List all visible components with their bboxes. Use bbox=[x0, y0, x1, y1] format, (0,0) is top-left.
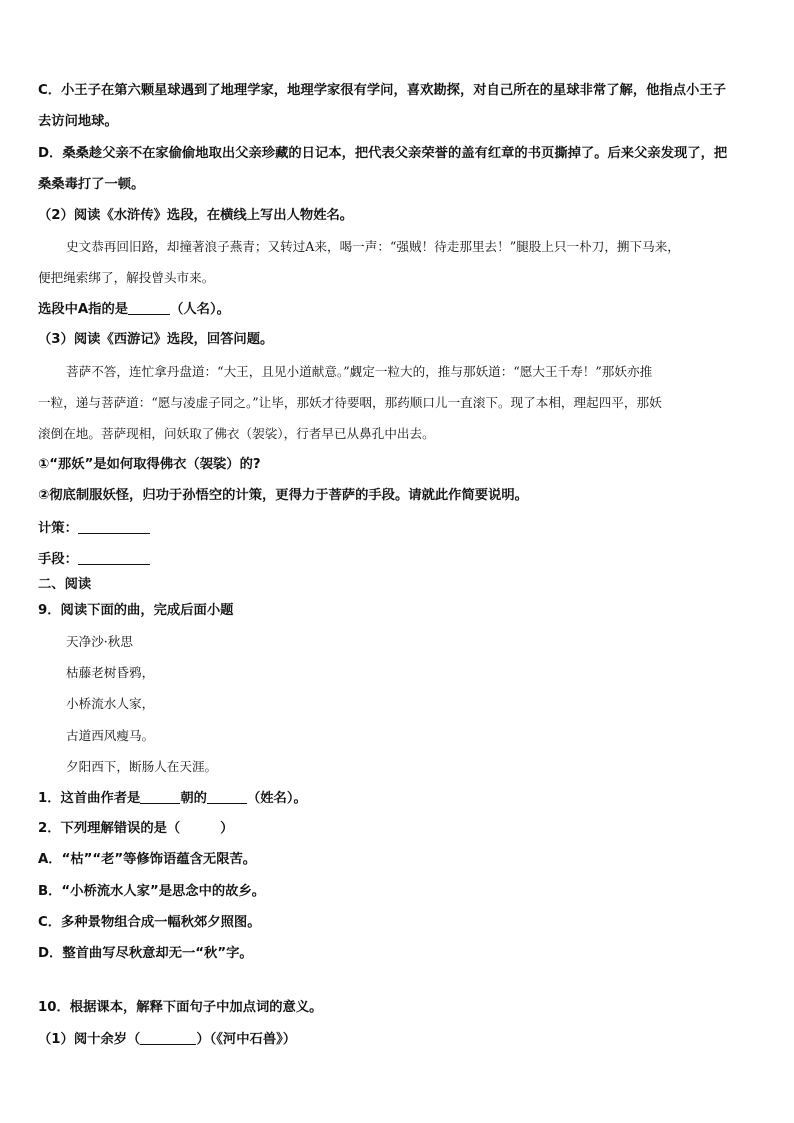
q8-part2-question-suffix: （人名）。 bbox=[170, 302, 230, 317]
xiyou-excerpt-line1: 菩萨不答，连忙拿丹盘道：“大王，且见小道献意。”觑定一粒大的，推与那妖道：“愿大王千寿！”那妖亦推 bbox=[66, 364, 653, 379]
q8-option-d-line1: D．桑桑趁父亲不在家偷偷地取出父亲珍藏的日记本，把代表父亲荣誉的盖有红章的书页撕掉了。后来父亲发现了，把 bbox=[38, 146, 728, 161]
jice-label: 计策： bbox=[38, 521, 78, 536]
shouduan-row bbox=[38, 550, 150, 569]
poem-line-4: 夕阳西下，断肠人在天涯。 bbox=[66, 759, 218, 774]
answer-blank-q10-1[interactable] bbox=[140, 1030, 196, 1045]
poem-line-1: 枯藤老树昏鸦， bbox=[66, 665, 155, 680]
poem-title: 天净沙·秋思 bbox=[66, 634, 133, 649]
q10-item1-prefix: （1）阅十余岁（ bbox=[38, 1032, 141, 1047]
q9-option-c: C．多种景物组合成一幅秋郊夕照图。 bbox=[38, 915, 261, 930]
q8-part2-title: （2）阅读《水浒传》选段，在横线上写出人物姓名。 bbox=[38, 208, 354, 223]
q8-part3-question2: ②彻底制服妖怪，归功于孙悟空的计策，更得力于菩萨的手段。请就此作简要说明。 bbox=[38, 488, 528, 503]
q9-sub1-mid: 朝的 bbox=[180, 791, 207, 806]
poem-line-2: 小桥流水人家， bbox=[66, 696, 155, 711]
answer-blank-dynasty[interactable] bbox=[140, 789, 180, 804]
q9-sub2: 2．下列理解错误的是（ ） bbox=[38, 821, 234, 836]
q8-part2-question-prefix: 选段中A指的是 bbox=[38, 302, 129, 317]
q10-item1 bbox=[38, 1030, 296, 1049]
answer-blank-shouduan[interactable] bbox=[78, 550, 150, 565]
q8-option-c-line1: C．小王子在第六颗星球遇到了地理学家，地理学家很有学问，喜欢勘探，对自己所在的星球非常了解，他指点小王子 bbox=[38, 83, 726, 98]
section2-title: 二、阅读 bbox=[38, 577, 92, 592]
answer-blank-jice[interactable] bbox=[78, 519, 150, 534]
q10-title: 10．根据课本，解释下面句子中加点词的意义。 bbox=[38, 1000, 323, 1015]
q8-part3-question1: ①“那妖”是如何取得佛衣（袈裟）的? bbox=[38, 457, 261, 472]
shuihu-excerpt-line1: 史文恭再回旧路，却撞著浪子燕青；又转过A来，喝一声：“强贼！待走那里去！”腿股上只一朴刀，搠下马来， bbox=[66, 239, 680, 254]
q9-title: 9．阅读下面的曲，完成后面小题 bbox=[38, 603, 234, 618]
q9-option-d: D．整首曲写尽秋意却无一“秋”字。 bbox=[38, 946, 253, 961]
q9-sub1-prefix: 1．这首曲作者是 bbox=[38, 791, 141, 806]
answer-blank-person-a[interactable] bbox=[128, 300, 170, 315]
q9-sub1 bbox=[38, 789, 307, 808]
answer-blank-author[interactable] bbox=[207, 789, 247, 804]
shuihu-excerpt-line2: 便把绳索绑了，解投曾头市来。 bbox=[38, 270, 215, 285]
q8-part2-question bbox=[38, 300, 230, 319]
jice-row bbox=[38, 519, 150, 538]
poem-line-3: 古道西风瘦马。 bbox=[66, 728, 155, 743]
xiyou-excerpt-line3: 滚倒在地。菩萨现相，问妖取了佛衣（袈裟），行者早已从鼻孔中出去。 bbox=[38, 426, 435, 441]
q9-sub1-suffix: （姓名）。 bbox=[246, 791, 307, 806]
q9-option-a: A．“枯”“老”等修饰语蕴含无限苦。 bbox=[38, 852, 257, 867]
q10-item1-suffix: ）（《河中石兽》） bbox=[196, 1032, 297, 1047]
q8-option-d-line2: 桑桑毒打了一顿。 bbox=[38, 177, 145, 192]
xiyou-excerpt-line2: 一粒，递与菩萨道：“愿与凌虚子同之。”让毕，那妖才待要咽，那药顺口儿一直滚下。现了本相，理起四平，那妖 bbox=[38, 395, 662, 410]
q8-part3-title: （3）阅读《西游记》选段，回答问题。 bbox=[38, 332, 274, 347]
shouduan-label: 手段： bbox=[38, 552, 78, 567]
q9-option-b: B．“小桥流水人家”是思念中的故乡。 bbox=[38, 884, 266, 899]
q8-option-c-line2: 去访问地球。 bbox=[38, 114, 118, 129]
